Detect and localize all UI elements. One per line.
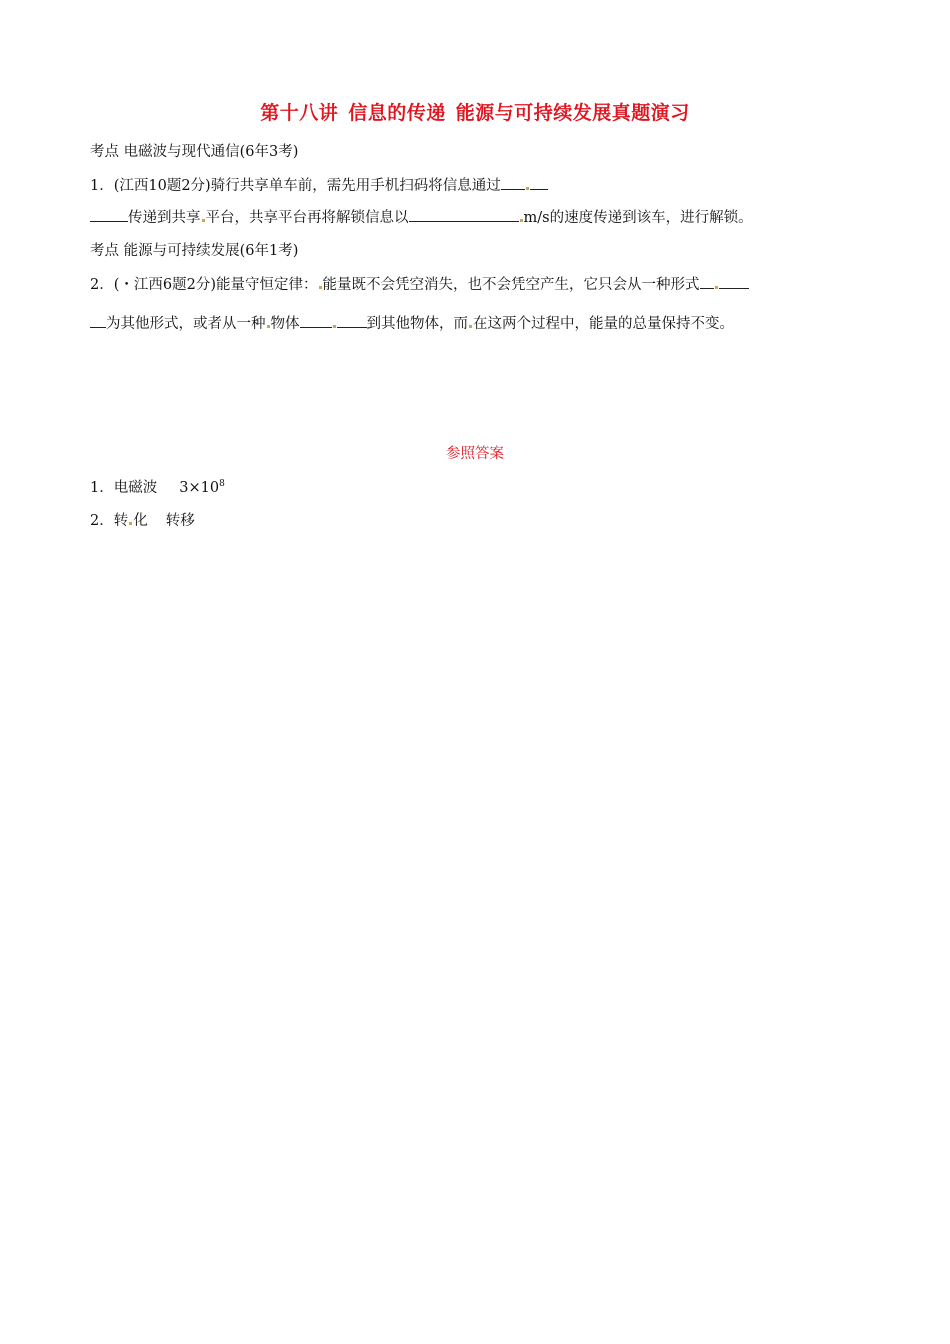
answer1-number: 1． — [90, 480, 114, 496]
answer2-text1: 转 — [113, 513, 129, 529]
question1-text-b: 平台，共享平台再将解锁信息以 — [205, 210, 409, 226]
question1-text-a: 传递到共享 — [128, 210, 201, 226]
marker-dot — [715, 286, 718, 289]
title-topic-energy: 能源与可持续发展真题演习 — [455, 102, 690, 124]
question1-line1 — [90, 174, 548, 195]
answer-blank — [700, 274, 714, 289]
question2-text-b: 能量既不会凭空消失，也不会凭空产生，它只会从一种形式 — [322, 277, 700, 293]
question2-text-c2: 到其他物体，而 — [366, 316, 468, 332]
section2-heading: 考点 能源与可持续发展(6年1考) — [90, 243, 299, 259]
question1-line2 — [90, 206, 753, 227]
answer-blank — [530, 175, 548, 190]
answer2-text2: 化 — [133, 513, 148, 529]
page-title — [0, 98, 950, 125]
marker-dot — [333, 325, 336, 328]
marker-dot — [267, 325, 270, 328]
title-topic-info: 信息的传递 — [348, 102, 446, 124]
answer2-number: 2． — [90, 513, 114, 529]
answer-blank — [90, 207, 128, 222]
question2-text-a: 2．(・江西6题2分)能量守恒定律： — [90, 277, 318, 293]
answer1-text: 电磁波 — [113, 480, 158, 496]
question1-text: 1．(江西10题2分)骑行共享单车前，需先用手机扫码将信息通过 — [90, 178, 501, 194]
question2-line1 — [90, 273, 749, 294]
question1-text-c: m/s的速度传递到该车，进行解锁。 — [523, 210, 753, 226]
answer1 — [90, 476, 225, 497]
answer-blank — [90, 313, 106, 328]
answer-blank — [300, 313, 332, 328]
marker-dot — [526, 187, 529, 190]
answers-title: 参照答案 — [446, 446, 504, 462]
answer2 — [90, 509, 195, 530]
marker-dot — [202, 219, 205, 222]
title-lecture: 第十八讲 — [260, 102, 339, 124]
question2-text-b2: 物体 — [270, 316, 300, 332]
answer-blank — [337, 313, 367, 328]
marker-dot — [129, 522, 132, 525]
answer1-value: 3×10 — [179, 480, 220, 496]
answer-blank — [501, 175, 525, 190]
question2-text-d2: 在这两个过程中，能量的总量保持不变。 — [473, 316, 734, 332]
answer2-text3: 转移 — [165, 513, 195, 529]
marker-dot — [520, 219, 523, 222]
section1-heading: 考点 电磁波与现代通信(6年3考) — [90, 144, 299, 160]
marker-dot — [469, 325, 472, 328]
question2-line2 — [90, 312, 734, 333]
marker-dot — [319, 286, 322, 289]
question2-text-a2: 为其他形式，或者从一种 — [106, 316, 266, 332]
answer1-exponent: 8 — [219, 479, 225, 490]
answer-blank — [719, 274, 749, 289]
answer-blank — [409, 207, 519, 222]
